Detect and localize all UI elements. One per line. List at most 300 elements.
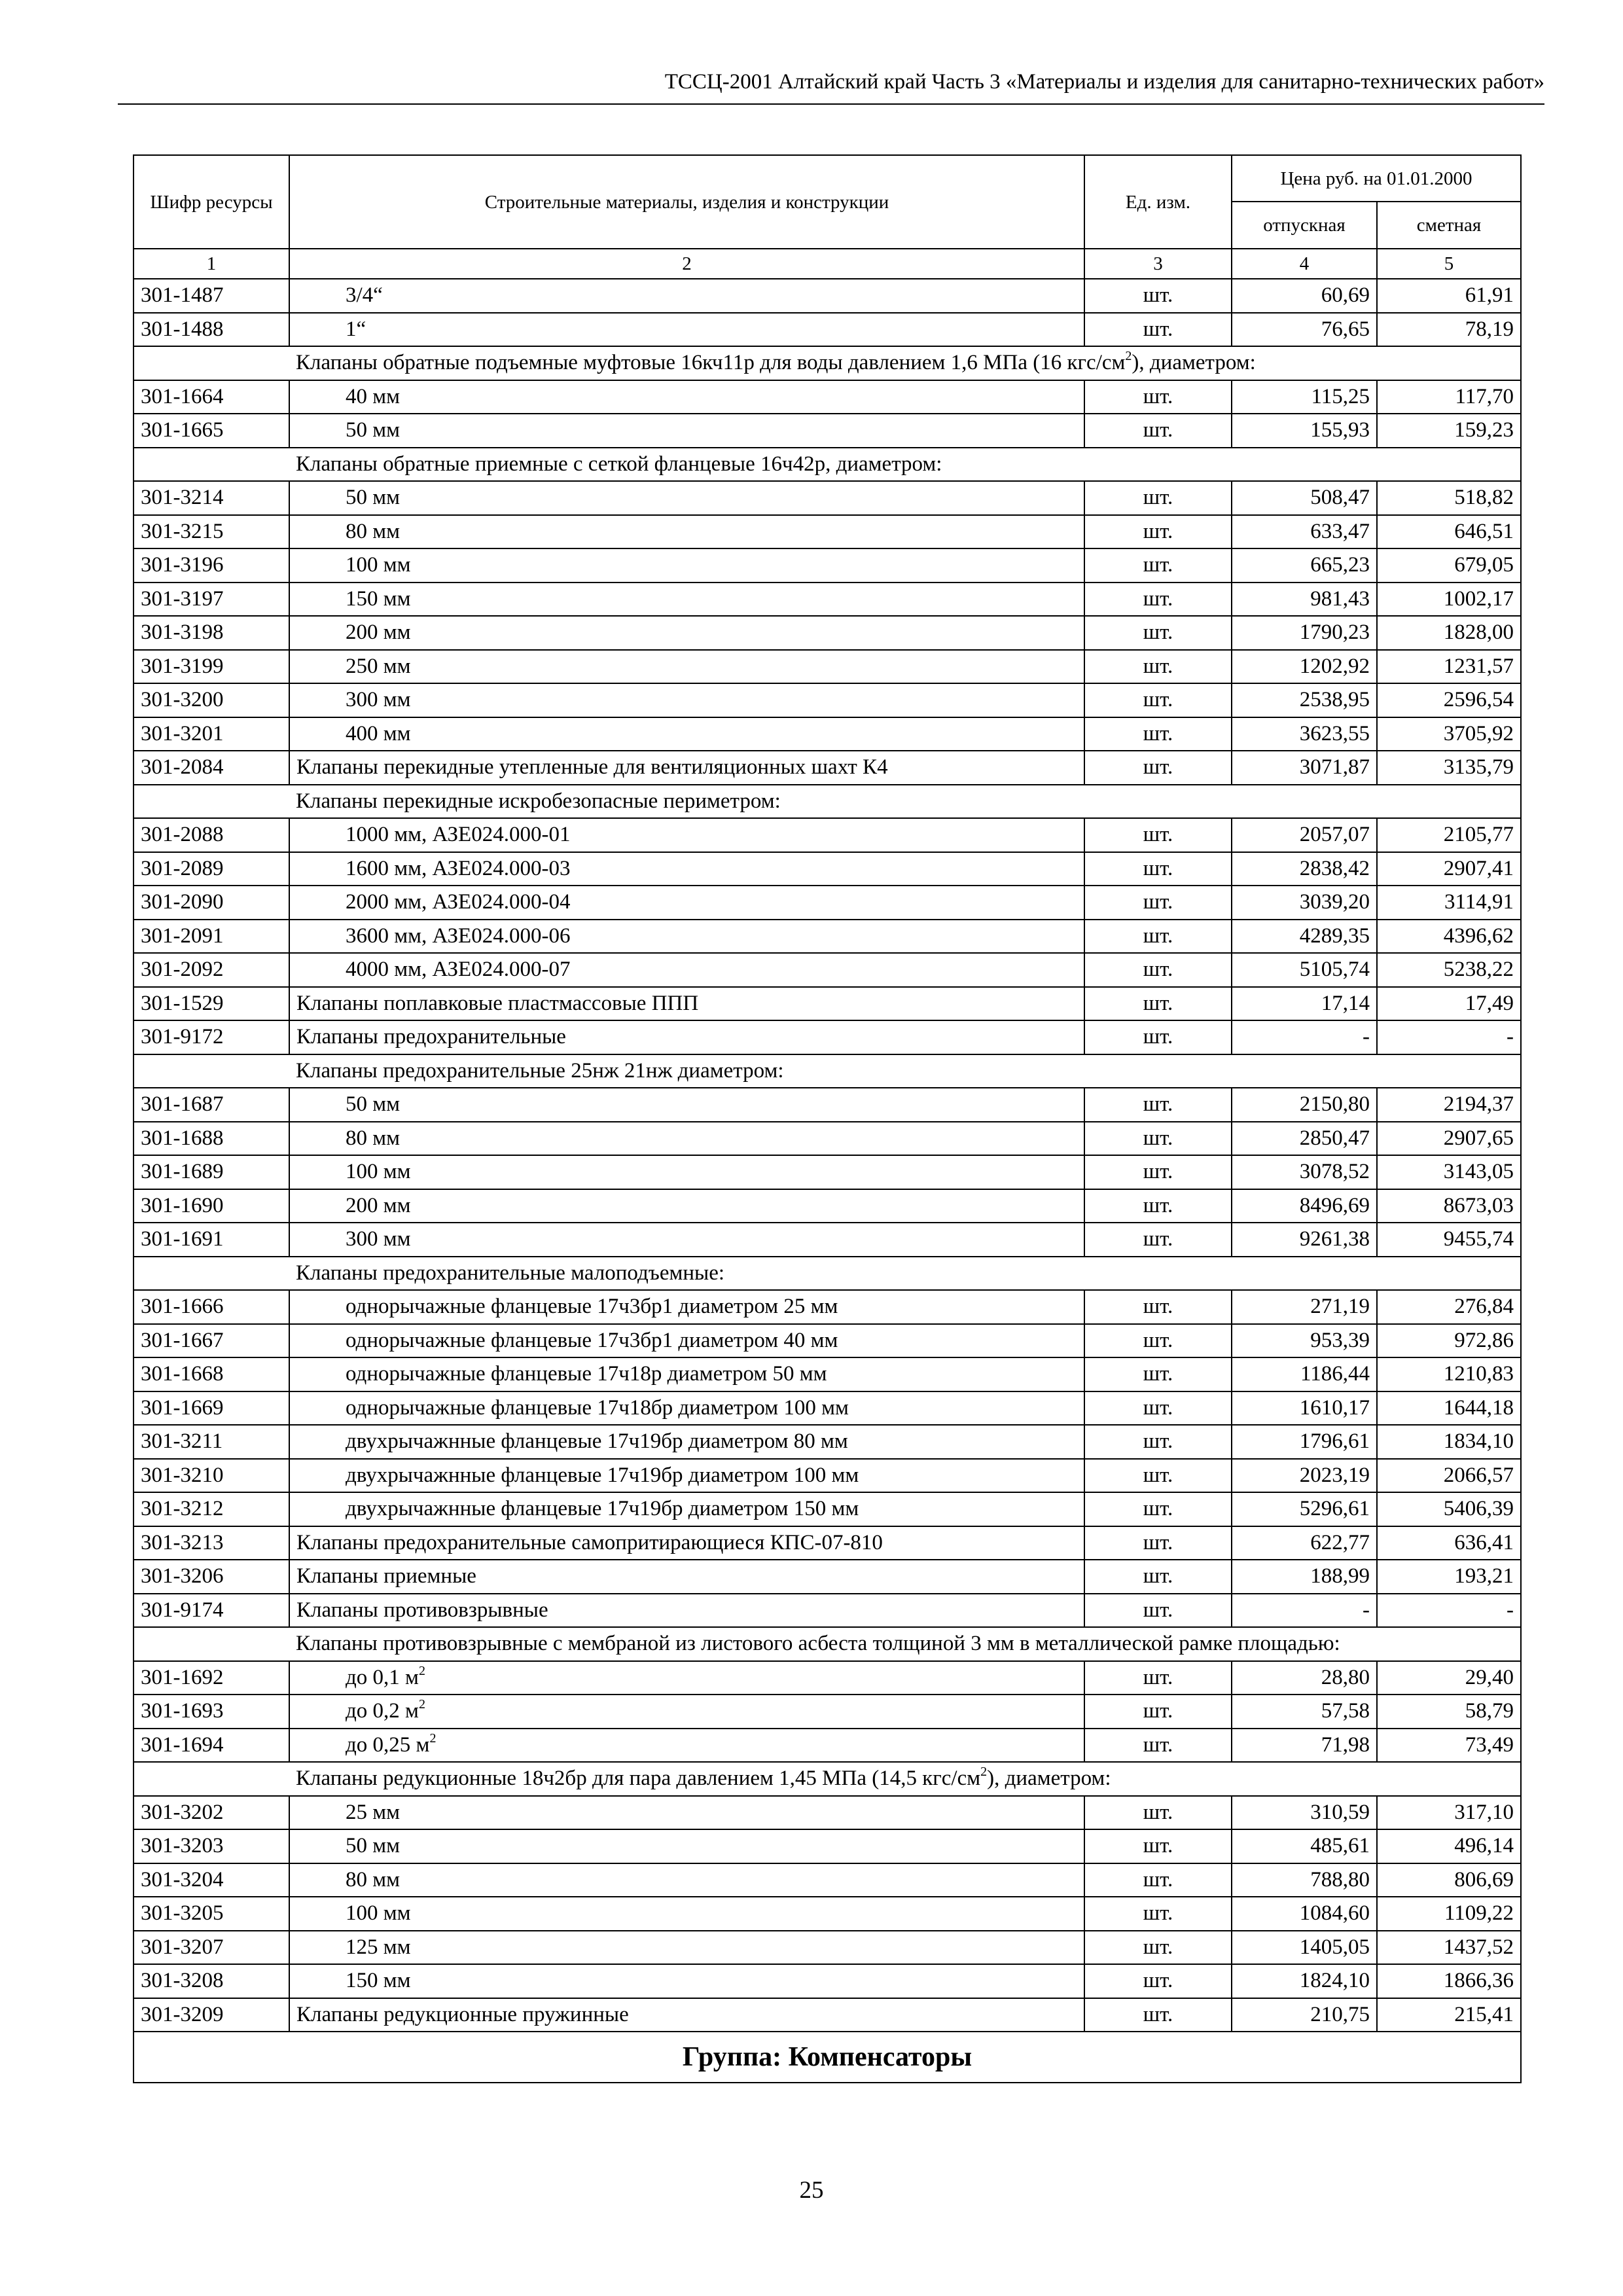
cell-name: 50 мм xyxy=(289,1829,1084,1863)
cell-code: 301-3213 xyxy=(134,1526,289,1560)
cell-unit: шт. xyxy=(1084,751,1232,785)
cell-name: 200 мм xyxy=(289,1189,1084,1223)
cell-unit: шт. xyxy=(1084,1324,1232,1358)
cell-code: 301-3201 xyxy=(134,717,289,751)
cell-unit: шт. xyxy=(1084,1425,1232,1459)
cell-price-release: 310,59 xyxy=(1232,1796,1377,1830)
cell-price-estimate: 3705,92 xyxy=(1377,717,1521,751)
superscript: 2 xyxy=(980,1765,988,1780)
cell-price-release: 5105,74 xyxy=(1232,953,1377,987)
cell-price-release: - xyxy=(1232,1020,1377,1054)
cell-price-release: 8496,69 xyxy=(1232,1189,1377,1223)
cell-name: двухрычажнные фланцевые 17ч19бр диаметром 150 мм xyxy=(289,1492,1084,1526)
cell-code: 301-1694 xyxy=(134,1729,289,1763)
cell-price-estimate: 9455,74 xyxy=(1377,1223,1521,1257)
column-header-price-release: отпускная xyxy=(1232,202,1377,249)
cell-price-estimate: 1210,83 xyxy=(1377,1357,1521,1391)
section-title-text: Клапаны предохранительные 25нж 21нж диаметром: xyxy=(296,1058,784,1083)
column-header-code: Шифр ресурсы xyxy=(134,155,289,249)
cell-name: 3600 мм, АЗЕ024.000-06 xyxy=(289,920,1084,954)
cell-price-estimate: 1231,57 xyxy=(1377,650,1521,684)
table-row xyxy=(134,1931,1521,1965)
section-title-text: Клапаны предохранительные малоподъемные: xyxy=(296,1261,725,1285)
cell-code: 301-1487 xyxy=(134,279,289,313)
cell-price-estimate: 1644,18 xyxy=(1377,1391,1521,1426)
cell-price-estimate: 8673,03 xyxy=(1377,1189,1521,1223)
table-row xyxy=(134,683,1521,717)
cell-name: 50 мм xyxy=(289,481,1084,515)
cell-code: 301-2090 xyxy=(134,886,289,920)
section-row xyxy=(134,1627,1521,1661)
table-row xyxy=(134,313,1521,347)
cell-price-estimate: 3114,91 xyxy=(1377,886,1521,920)
cell-price-estimate: 1828,00 xyxy=(1377,616,1521,650)
cell-price-estimate: 276,84 xyxy=(1377,1290,1521,1324)
cell-code: 301-3209 xyxy=(134,1998,289,2032)
table-row xyxy=(134,1020,1521,1054)
cell-price-estimate: - xyxy=(1377,1020,1521,1054)
cell-name: Клапаны поплавковые пластмассовые ППП xyxy=(289,987,1084,1021)
cell-name: однорычажные фланцевые 17ч18р диаметром 50 мм xyxy=(289,1357,1084,1391)
column-header-price-group: Цена руб. на 01.01.2000 xyxy=(1232,155,1521,202)
cell-unit: шт. xyxy=(1084,1695,1232,1729)
table-row xyxy=(134,852,1521,886)
cell-code: 301-2092 xyxy=(134,953,289,987)
cell-price-release: 1610,17 xyxy=(1232,1391,1377,1426)
cell-code: 301-3207 xyxy=(134,1931,289,1965)
cell-code: 301-2091 xyxy=(134,920,289,954)
cell-price-release: 57,58 xyxy=(1232,1695,1377,1729)
cell-unit: шт. xyxy=(1084,1998,1232,2032)
cell-name: 1600 мм, АЗЕ024.000-03 xyxy=(289,852,1084,886)
cell-code: 301-3200 xyxy=(134,683,289,717)
cell-unit: шт. xyxy=(1084,852,1232,886)
cell-code: 301-9172 xyxy=(134,1020,289,1054)
cell-unit: шт. xyxy=(1084,1290,1232,1324)
cell-price-release: 3623,55 xyxy=(1232,717,1377,751)
section-title-text: Клапаны обратные приемные с сеткой фланцевые 16ч42р, диаметром: xyxy=(296,452,942,476)
cell-unit: шт. xyxy=(1084,279,1232,313)
cell-unit: шт. xyxy=(1084,1897,1232,1931)
column-header-price-estimate: сметная xyxy=(1377,202,1521,249)
cell-unit: шт. xyxy=(1084,1661,1232,1695)
cell-name-text: до 0,2 м xyxy=(346,1699,419,1723)
cell-price-release: 508,47 xyxy=(1232,481,1377,515)
cell-code: 301-2089 xyxy=(134,852,289,886)
cell-name: Клапаны предохранительные самопритирающиеся КПС-07-810 xyxy=(289,1526,1084,1560)
section-spacer xyxy=(134,1054,289,1088)
cell-unit: шт. xyxy=(1084,1122,1232,1156)
cell-price-estimate: 3143,05 xyxy=(1377,1155,1521,1189)
cell-price-release: 4289,35 xyxy=(1232,920,1377,954)
table-row xyxy=(134,1088,1521,1122)
cell-unit: шт. xyxy=(1084,1729,1232,1763)
section-title-suffix: ), диаметром: xyxy=(1132,351,1256,375)
cell-code: 301-3198 xyxy=(134,616,289,650)
cell-name: однорычажные фланцевые 17ч18бр диаметром 100 мм xyxy=(289,1391,1084,1426)
cell-code: 301-2088 xyxy=(134,818,289,852)
section-title xyxy=(289,1627,1521,1661)
cell-name: двухрычажнные фланцевые 17ч19бр диаметром 100 мм xyxy=(289,1459,1084,1493)
cell-unit: шт. xyxy=(1084,1863,1232,1897)
cell-price-estimate: 1437,52 xyxy=(1377,1931,1521,1965)
section-title-text: Клапаны перекидные искробезопасные периметром: xyxy=(296,789,781,813)
table-row xyxy=(134,818,1521,852)
cell-name: 40 мм xyxy=(289,380,1084,414)
table-row xyxy=(134,481,1521,515)
cell-price-release: - xyxy=(1232,1594,1377,1628)
cell-name: 200 мм xyxy=(289,616,1084,650)
cell-name: 300 мм xyxy=(289,1223,1084,1257)
cell-unit: шт. xyxy=(1084,1560,1232,1594)
superscript: 2 xyxy=(418,1663,425,1678)
section-row xyxy=(134,346,1521,380)
cell-name: 80 мм xyxy=(289,1122,1084,1156)
cell-price-estimate: 117,70 xyxy=(1377,380,1521,414)
cell-code: 301-3203 xyxy=(134,1829,289,1863)
cell-unit: шт. xyxy=(1084,548,1232,583)
cell-price-estimate: 2907,65 xyxy=(1377,1122,1521,1156)
cell-name xyxy=(289,1661,1084,1695)
cell-unit: шт. xyxy=(1084,1357,1232,1391)
cell-name: Клапаны приемные xyxy=(289,1560,1084,1594)
cell-unit: шт. xyxy=(1084,1964,1232,1998)
cell-unit: шт. xyxy=(1084,1189,1232,1223)
cell-unit: шт. xyxy=(1084,313,1232,347)
cell-code: 301-3215 xyxy=(134,515,289,549)
cell-unit: шт. xyxy=(1084,414,1232,448)
cell-price-estimate: 496,14 xyxy=(1377,1829,1521,1863)
cell-name: 3/4“ xyxy=(289,279,1084,313)
cell-name: 125 мм xyxy=(289,1931,1084,1965)
table-row xyxy=(134,953,1521,987)
cell-name: 150 мм xyxy=(289,1964,1084,1998)
cell-price-release: 1202,92 xyxy=(1232,650,1377,684)
section-spacer xyxy=(134,1257,289,1291)
section-title xyxy=(289,1762,1521,1796)
cell-name-text: до 0,1 м xyxy=(346,1665,419,1689)
superscript: 2 xyxy=(429,1731,437,1746)
cell-price-estimate: 646,51 xyxy=(1377,515,1521,549)
table-row xyxy=(134,1324,1521,1358)
cell-price-release: 981,43 xyxy=(1232,583,1377,617)
cell-unit: шт. xyxy=(1084,1931,1232,1965)
cell-name: двухрычажнные фланцевые 17ч19бр диаметром 80 мм xyxy=(289,1425,1084,1459)
section-title-suffix: ), диаметром: xyxy=(987,1767,1111,1791)
cell-price-release: 2150,80 xyxy=(1232,1088,1377,1122)
cell-name: 50 мм xyxy=(289,414,1084,448)
cell-price-release: 485,61 xyxy=(1232,1829,1377,1863)
table-row xyxy=(134,1122,1521,1156)
cell-code: 301-2084 xyxy=(134,751,289,785)
table-row xyxy=(134,1155,1521,1189)
table-row xyxy=(134,1492,1521,1526)
cell-price-estimate: 78,19 xyxy=(1377,313,1521,347)
table-row xyxy=(134,1829,1521,1863)
cell-price-estimate: 61,91 xyxy=(1377,279,1521,313)
cell-price-release: 71,98 xyxy=(1232,1729,1377,1763)
superscript: 2 xyxy=(1125,349,1132,364)
table-row xyxy=(134,414,1521,448)
cell-price-release: 155,93 xyxy=(1232,414,1377,448)
section-row xyxy=(134,785,1521,819)
cell-price-release: 28,80 xyxy=(1232,1661,1377,1695)
cell-unit: шт. xyxy=(1084,515,1232,549)
cell-name: Клапаны противовзрывные xyxy=(289,1594,1084,1628)
cell-price-estimate: 193,21 xyxy=(1377,1560,1521,1594)
table-row xyxy=(134,1897,1521,1931)
column-number: 1 xyxy=(134,249,289,279)
table-row xyxy=(134,515,1521,549)
table-row xyxy=(134,1796,1521,1830)
column-number: 5 xyxy=(1377,249,1521,279)
cell-unit: шт. xyxy=(1084,1223,1232,1257)
cell-price-release: 3039,20 xyxy=(1232,886,1377,920)
cell-code: 301-1488 xyxy=(134,313,289,347)
superscript: 2 xyxy=(418,1697,425,1712)
table-row xyxy=(134,751,1521,785)
group-heading: Группа: Компенсаторы xyxy=(134,2032,1521,2083)
cell-name: 100 мм xyxy=(289,548,1084,583)
cell-code: 301-1687 xyxy=(134,1088,289,1122)
section-title-text: Клапаны редукционные 18ч2бр для пара давлением 1,45 МПа (14,5 кгс/см xyxy=(296,1767,981,1791)
cell-code: 301-3204 xyxy=(134,1863,289,1897)
cell-code: 301-3197 xyxy=(134,583,289,617)
cell-code: 301-3211 xyxy=(134,1425,289,1459)
cell-unit: шт. xyxy=(1084,583,1232,617)
cell-name: Клапаны перекидные утепленные для вентиляционных шахт К4 xyxy=(289,751,1084,785)
table-row xyxy=(134,1863,1521,1897)
cell-price-estimate: 2596,54 xyxy=(1377,683,1521,717)
cell-unit: шт. xyxy=(1084,1829,1232,1863)
cell-price-release: 633,47 xyxy=(1232,515,1377,549)
cell-name: 25 мм xyxy=(289,1796,1084,1830)
cell-code: 301-3210 xyxy=(134,1459,289,1493)
cell-name: 1000 мм, АЗЕ024.000-01 xyxy=(289,818,1084,852)
cell-price-release: 953,39 xyxy=(1232,1324,1377,1358)
section-title-text: Клапаны обратные подъемные муфтовые 16кч11р для воды давлением 1,6 МПа (16 кгс/см xyxy=(296,351,1126,375)
table-row xyxy=(134,1425,1521,1459)
cell-price-release: 1084,60 xyxy=(1232,1897,1377,1931)
column-header-name: Строительные материалы, изделия и конструкции xyxy=(289,155,1084,249)
table-row xyxy=(134,987,1521,1021)
cell-code: 301-3196 xyxy=(134,548,289,583)
cell-price-release: 1824,10 xyxy=(1232,1964,1377,1998)
running-header: ТССЦ-2001 Алтайский край Часть 3 «Материалы и изделия для санитарно-технических работ» xyxy=(118,65,1544,105)
cell-price-release: 271,19 xyxy=(1232,1290,1377,1324)
cell-name: 80 мм xyxy=(289,1863,1084,1897)
cell-name: 1“ xyxy=(289,313,1084,347)
table-row xyxy=(134,616,1521,650)
cell-price-estimate: 3135,79 xyxy=(1377,751,1521,785)
cell-name: 150 мм xyxy=(289,583,1084,617)
cell-price-release: 1790,23 xyxy=(1232,616,1377,650)
cell-unit: шт. xyxy=(1084,1391,1232,1426)
table-row xyxy=(134,548,1521,583)
table-row xyxy=(134,717,1521,751)
cell-unit: шт. xyxy=(1084,683,1232,717)
table-row xyxy=(134,1526,1521,1560)
column-header-unit: Ед. изм. xyxy=(1084,155,1232,249)
cell-price-release: 5296,61 xyxy=(1232,1492,1377,1526)
table-row xyxy=(134,1594,1521,1628)
cell-price-estimate: 4396,62 xyxy=(1377,920,1521,954)
cell-price-estimate: 972,86 xyxy=(1377,1324,1521,1358)
section-title xyxy=(289,785,1521,819)
table-row xyxy=(134,1459,1521,1493)
section-spacer xyxy=(134,448,289,482)
section-row xyxy=(134,1054,1521,1088)
cell-code: 301-1668 xyxy=(134,1357,289,1391)
cell-price-estimate: 679,05 xyxy=(1377,548,1521,583)
cell-name: 4000 мм, АЗЕ024.000-07 xyxy=(289,953,1084,987)
table-row xyxy=(134,886,1521,920)
cell-price-release: 17,14 xyxy=(1232,987,1377,1021)
table-row xyxy=(134,1189,1521,1223)
price-table xyxy=(133,154,1522,2083)
cell-unit: шт. xyxy=(1084,1155,1232,1189)
table-row xyxy=(134,920,1521,954)
cell-price-estimate: 2907,41 xyxy=(1377,852,1521,886)
cell-code: 301-3208 xyxy=(134,1964,289,1998)
cell-price-release: 665,23 xyxy=(1232,548,1377,583)
cell-price-release: 622,77 xyxy=(1232,1526,1377,1560)
cell-price-release: 2850,47 xyxy=(1232,1122,1377,1156)
cell-unit: шт. xyxy=(1084,1492,1232,1526)
cell-price-release: 9261,38 xyxy=(1232,1223,1377,1257)
cell-price-estimate: 806,69 xyxy=(1377,1863,1521,1897)
cell-price-estimate: 159,23 xyxy=(1377,414,1521,448)
table-row xyxy=(134,1223,1521,1257)
table-row xyxy=(134,1661,1521,1695)
cell-unit: шт. xyxy=(1084,1088,1232,1122)
cell-price-release: 1186,44 xyxy=(1232,1357,1377,1391)
cell-unit: шт. xyxy=(1084,1526,1232,1560)
cell-price-estimate: 17,49 xyxy=(1377,987,1521,1021)
cell-unit: шт. xyxy=(1084,886,1232,920)
table-row xyxy=(134,583,1521,617)
cell-unit: шт. xyxy=(1084,818,1232,852)
cell-name xyxy=(289,1695,1084,1729)
cell-code: 301-1693 xyxy=(134,1695,289,1729)
cell-unit: шт. xyxy=(1084,380,1232,414)
table-row xyxy=(134,650,1521,684)
column-number: 3 xyxy=(1084,249,1232,279)
cell-name xyxy=(289,1729,1084,1763)
cell-name: 2000 мм, АЗЕ024.000-04 xyxy=(289,886,1084,920)
cell-price-estimate: 518,82 xyxy=(1377,481,1521,515)
cell-price-estimate: 5238,22 xyxy=(1377,953,1521,987)
table-body xyxy=(134,279,1521,2032)
cell-name: однорычажные фланцевые 17ч3бр1 диаметром 25 мм xyxy=(289,1290,1084,1324)
section-row xyxy=(134,1257,1521,1291)
cell-unit: шт. xyxy=(1084,920,1232,954)
cell-code: 301-1664 xyxy=(134,380,289,414)
cell-unit: шт. xyxy=(1084,481,1232,515)
cell-price-release: 1405,05 xyxy=(1232,1931,1377,1965)
section-spacer xyxy=(134,346,289,380)
cell-name: Клапаны редукционные пружинные xyxy=(289,1998,1084,2032)
section-title xyxy=(289,448,1521,482)
table-row xyxy=(134,1729,1521,1763)
cell-code: 301-1666 xyxy=(134,1290,289,1324)
cell-price-estimate: 317,10 xyxy=(1377,1796,1521,1830)
cell-code: 301-1692 xyxy=(134,1661,289,1695)
page-number: 25 xyxy=(799,2177,824,2204)
table-row xyxy=(134,1998,1521,2032)
cell-code: 301-3202 xyxy=(134,1796,289,1830)
cell-code: 301-9174 xyxy=(134,1594,289,1628)
cell-code: 301-3206 xyxy=(134,1560,289,1594)
cell-code: 301-1689 xyxy=(134,1155,289,1189)
table-row xyxy=(134,1560,1521,1594)
cell-unit: шт. xyxy=(1084,717,1232,751)
cell-price-release: 115,25 xyxy=(1232,380,1377,414)
cell-price-estimate: 29,40 xyxy=(1377,1661,1521,1695)
cell-price-release: 76,65 xyxy=(1232,313,1377,347)
cell-unit: шт. xyxy=(1084,987,1232,1021)
cell-code: 301-1667 xyxy=(134,1324,289,1358)
cell-price-estimate: 2105,77 xyxy=(1377,818,1521,852)
column-number: 2 xyxy=(289,249,1084,279)
cell-unit: шт. xyxy=(1084,1459,1232,1493)
cell-code: 301-3205 xyxy=(134,1897,289,1931)
cell-price-release: 60,69 xyxy=(1232,279,1377,313)
section-row xyxy=(134,1762,1521,1796)
table-row xyxy=(134,1964,1521,1998)
cell-price-estimate: 1109,22 xyxy=(1377,1897,1521,1931)
cell-unit: шт. xyxy=(1084,1594,1232,1628)
cell-name: однорычажные фланцевые 17ч3бр1 диаметром 40 мм xyxy=(289,1324,1084,1358)
cell-price-release: 2057,07 xyxy=(1232,818,1377,852)
section-spacer xyxy=(134,1627,289,1661)
section-spacer xyxy=(134,1762,289,1796)
cell-price-estimate: 1834,10 xyxy=(1377,1425,1521,1459)
cell-name: 400 мм xyxy=(289,717,1084,751)
cell-unit: шт. xyxy=(1084,650,1232,684)
cell-price-release: 188,99 xyxy=(1232,1560,1377,1594)
cell-name-text: до 0,25 м xyxy=(346,1732,430,1757)
cell-price-release: 2023,19 xyxy=(1232,1459,1377,1493)
table-row xyxy=(134,1357,1521,1391)
table-row xyxy=(134,279,1521,313)
cell-code: 301-3214 xyxy=(134,481,289,515)
cell-price-release: 3071,87 xyxy=(1232,751,1377,785)
cell-name: Клапаны предохранительные xyxy=(289,1020,1084,1054)
column-number: 4 xyxy=(1232,249,1377,279)
section-spacer xyxy=(134,785,289,819)
cell-code: 301-1529 xyxy=(134,987,289,1021)
cell-name: 50 мм xyxy=(289,1088,1084,1122)
section-title xyxy=(289,1257,1521,1291)
cell-price-estimate: 58,79 xyxy=(1377,1695,1521,1729)
cell-price-release: 2538,95 xyxy=(1232,683,1377,717)
section-row xyxy=(134,448,1521,482)
cell-name: 80 мм xyxy=(289,515,1084,549)
cell-name: 250 мм xyxy=(289,650,1084,684)
cell-price-estimate: 1002,17 xyxy=(1377,583,1521,617)
cell-name: 300 мм xyxy=(289,683,1084,717)
table-row xyxy=(134,380,1521,414)
section-title xyxy=(289,1054,1521,1088)
table-header xyxy=(134,155,1521,279)
section-title-text: Клапаны противовзрывные с мембраной из листового асбеста толщиной 3 мм в металлической рамке площадью: xyxy=(296,1632,1340,1656)
cell-name: 100 мм xyxy=(289,1155,1084,1189)
cell-code: 301-1688 xyxy=(134,1122,289,1156)
cell-price-estimate: 2194,37 xyxy=(1377,1088,1521,1122)
cell-unit: шт. xyxy=(1084,1796,1232,1830)
cell-price-estimate: - xyxy=(1377,1594,1521,1628)
